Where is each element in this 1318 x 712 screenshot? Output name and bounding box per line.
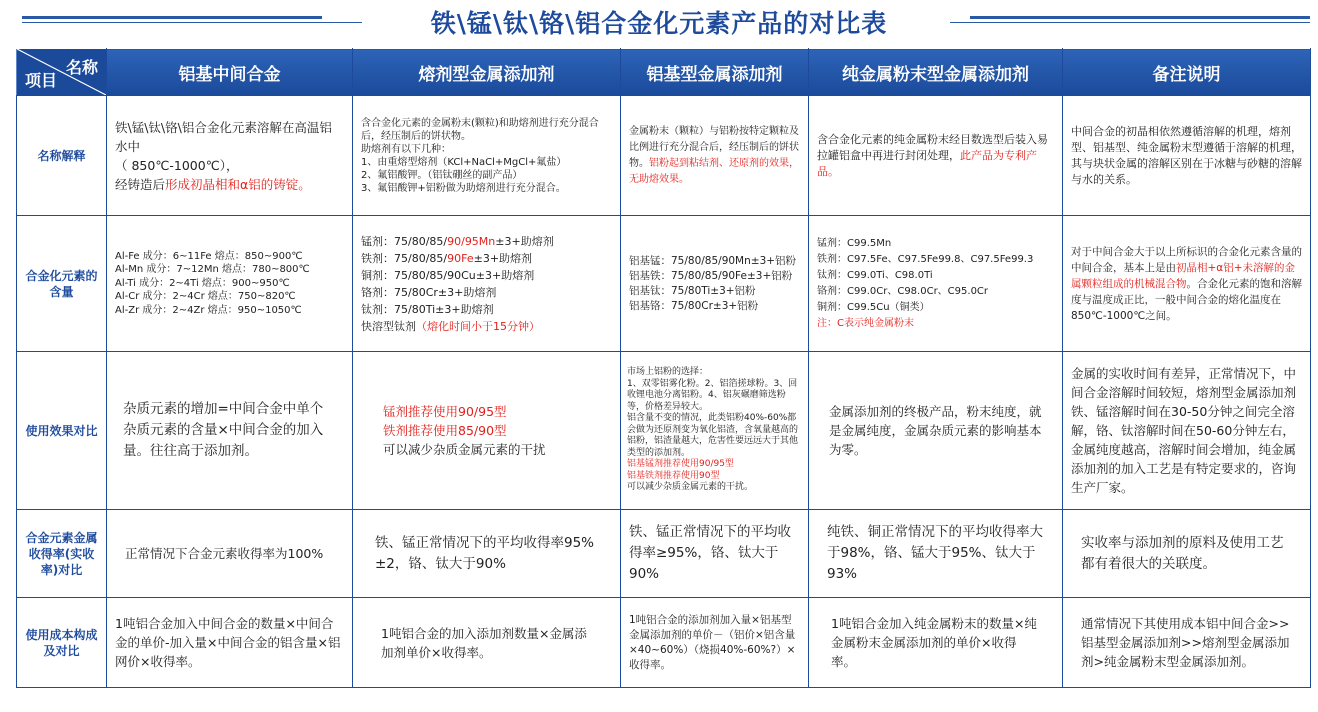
cell-pure-powder-additive bbox=[809, 216, 1063, 352]
cell-master-alloy: 1吨铝合金加入中间合金的数量×中间合金的单价-加入量×中间合金的铝含量×铝网价×收得率。 bbox=[107, 598, 353, 688]
list-item: 锰剂：C99.5Mn bbox=[817, 237, 892, 249]
list-item: 铝基铬：75/80Cr±3+铝粉 bbox=[629, 299, 759, 312]
cell-flux-additive: 1吨铝合金的加入添加剂数量×金属添加剂单价×收得率。 bbox=[353, 598, 621, 688]
row-label: 使用效果对比 bbox=[17, 352, 107, 510]
cell-flux-additive bbox=[353, 96, 621, 216]
list-item: 铝基铁：75/80/85/90Fe±3+铝粉 bbox=[629, 269, 793, 282]
highlight-text: （熔化时间小于15分钟） bbox=[416, 319, 540, 333]
text-line: （ 850℃-1000℃）， bbox=[115, 157, 239, 173]
header-row bbox=[17, 49, 1311, 96]
list-item bbox=[361, 233, 612, 250]
highlight-text: 铁剂推荐使用85/90型 bbox=[383, 423, 507, 438]
text-line: 3、氟铝酸钾+铝粉做为助熔剂进行充分混合。 bbox=[361, 182, 566, 194]
cell-master-alloy bbox=[107, 216, 353, 352]
cell-al-based-additive bbox=[621, 352, 809, 510]
corner-name-label: 名称 bbox=[65, 58, 98, 77]
text-line: 可以减少杂质金属元素的干扰。 bbox=[627, 482, 754, 493]
list-item: 铬剂：75/80Cr±3+助熔剂 bbox=[361, 285, 497, 299]
cell-remarks: 通常情况下其使用成本铝中间合金>>铝基型金属添加剂>>熔剂型金属添加剂>纯金属粉末型金属添加剂。 bbox=[1063, 598, 1311, 688]
row-label: 合金元素金属收得率(实收率)对比 bbox=[17, 510, 107, 598]
list-item: Al-Mn 成分：7~12Mn 熔点：780~800℃ bbox=[115, 264, 310, 276]
list-item: 铜剂：75/80/85/90Cu±3+助熔剂 bbox=[361, 268, 535, 282]
cell-flux-additive bbox=[353, 216, 621, 352]
list-item: 铜剂：C99.5Cu（铜类） bbox=[817, 301, 930, 313]
cell-master-alloy: 杂质元素的增加=中间合金中单个杂质元素的含量×中间合金的加入量。往往高于添加剂。 bbox=[107, 352, 353, 510]
cell-pure-powder-additive bbox=[809, 96, 1063, 216]
list-item: 钛剂：75/80Ti±3+助熔剂 bbox=[361, 302, 494, 316]
cell-pure-powder-additive: 纯铁、铜正常情况下的平均收得率大于98%，铬、锰大于95%、钛大于93% bbox=[809, 510, 1063, 598]
text-line: 可以减少杂质金属元素的干扰 bbox=[383, 442, 546, 457]
highlight-text: 铝粉起到粘结剂、还原剂的效果，无助熔效果。 bbox=[629, 157, 799, 185]
list-item bbox=[361, 250, 612, 267]
cell-remarks bbox=[1063, 216, 1311, 352]
text-line: 助熔剂有以下几种： bbox=[361, 143, 451, 155]
highlight-text: 铝基铁剂推荐使用90型 bbox=[627, 470, 720, 481]
text-line: 铝含量不变的情况，此类铝粉40%-60%都会做为还原剂变为氧化铝渣，含氧量越高的铝粉，铝渣量越大，危害性要远远大于其他类型的添加剂。 bbox=[627, 413, 799, 458]
row-label: 名称解释 bbox=[17, 96, 107, 216]
corner-header bbox=[17, 49, 107, 96]
cell-remarks: 中间合金的初晶相依然遵循溶解的机理，熔剂型、铝基型、纯金属粉末型遵循于溶解的机理，其与块状金属的溶解区别在于冰糖与砂糖的溶解与水的关系。 bbox=[1063, 96, 1311, 216]
text-line: 1、由重熔型熔剂（KCl+NaCl+MgCl+氟盐） bbox=[361, 156, 567, 168]
text-part: 铁剂：75/80/85/ bbox=[361, 251, 448, 265]
col-header-al-based-additive: 铝基型金属添加剂 bbox=[621, 49, 809, 96]
cell-pure-powder-additive: 1吨铝合金加入纯金属粉末的数量×纯金属粉末金属添加剂的单价×收得率。 bbox=[809, 598, 1063, 688]
table-row-effect bbox=[17, 352, 1311, 510]
cell-al-based-additive: 铁、锰正常情况下的平均收得率≥95%，铬、钛大于90% bbox=[621, 510, 809, 598]
cell-al-based-additive bbox=[621, 216, 809, 352]
text-part: 锰剂：75/80/85/ bbox=[361, 234, 448, 248]
text-line: 铁\锰\钛\铬\铝合金化元素溶解在高温铝水中 bbox=[115, 119, 332, 154]
highlight-text: 此产品为专利产品。 bbox=[817, 148, 1037, 178]
text-line: 市场上铝粉的选择： bbox=[627, 367, 709, 378]
text-part: 。合金化元素的饱和溶解度与温度成正比，一般中间合金的熔化温度在850℃-1000℃之间。 bbox=[1071, 277, 1302, 322]
highlight-text: 初晶相+α铝+未溶解的金属颗粒组成的机械混合物 bbox=[1071, 261, 1296, 290]
cell-al-based-additive: 1吨铝合金的添加剂加入量×铝基型金属添加剂的单价－（铝价×铝含量×40~60%）（烧损40%-60%?）×收得率。 bbox=[621, 598, 809, 688]
list-item bbox=[361, 318, 612, 335]
page-title: 铁\锰\钛\铬\铝合金化元素产品的对比表 bbox=[430, 9, 888, 38]
text-line: 金属粉末（颗粒）与铝粉按特定颗粒及比例进行充分混合后，经压制后的饼状物。 bbox=[629, 125, 799, 169]
table-row-content bbox=[17, 216, 1311, 352]
highlight-text: 90/95Mn bbox=[447, 234, 496, 248]
table-row-cost bbox=[17, 598, 1311, 688]
row-label: 合金化元素的含量 bbox=[17, 216, 107, 352]
col-header-master-alloy: 铝基中间合金 bbox=[107, 49, 353, 96]
text-line: 含合金化元素的纯金属粉末经目数选型后装入易拉罐铝盒中再进行封闭处理， bbox=[817, 132, 1048, 162]
list-item: Al-Ti 成分：2~4Ti 熔点：900~950℃ bbox=[115, 277, 290, 289]
highlight-text: 90Fe bbox=[447, 251, 474, 265]
list-item: Al-Zr 成分：2~4Zr 熔点：950~1050℃ bbox=[115, 304, 302, 316]
text-part: 快溶型钛剂 bbox=[361, 319, 416, 333]
table-row-definition bbox=[17, 96, 1311, 216]
cell-remarks: 实收率与添加剂的原料及使用工艺都有着很大的关联度。 bbox=[1063, 510, 1311, 598]
table-row-yield bbox=[17, 510, 1311, 598]
cell-remarks: 金属的实收时间有差异，正常情况下，中间合金溶解时间较短，熔剂型金属添加剂铁、锰溶解时间在30-50分钟之间完全溶解，铬、钛溶解时间在50-60分钟左右，金属纯度越高，溶解时间会增加，纯金属添加剂的加入工艺是有特定要求的，咨询生产厂家。 bbox=[1063, 352, 1311, 510]
col-header-flux-additive: 熔剂型金属添加剂 bbox=[353, 49, 621, 96]
col-header-remarks: 备注说明 bbox=[1063, 49, 1311, 96]
text-part: ±3+助熔剂 bbox=[473, 251, 533, 265]
text-part: 对于中间合金大于以上所标识的合金化元素含量的中间合金，基本上是由 bbox=[1071, 245, 1302, 274]
list-item: 铁剂：C97.5Fe、C97.5Fe99.8、C97.5Fe99.3 bbox=[817, 253, 1034, 265]
highlight-text: 形成初晶相和α铝的铸锭。 bbox=[165, 176, 311, 192]
highlight-text: 铝基锰剂推荐使用90/95型 bbox=[627, 459, 734, 470]
cell-master-alloy bbox=[107, 96, 353, 216]
cell-pure-powder-additive: 金属添加剂的终极产品，粉末纯度，就是金属纯度，金属杂质元素的影响基本为零。 bbox=[809, 352, 1063, 510]
highlight-text: 锰剂推荐使用90/95型 bbox=[383, 404, 507, 419]
list-item: 铬剂：C99.0Cr、C98.0Cr、C95.0Cr bbox=[817, 285, 989, 297]
corner-item-label: 项目 bbox=[25, 71, 58, 90]
text-line: 含合金化元素的金属粉末(颗粒)和助熔剂进行充分混合后，经压制后的饼状物。 bbox=[361, 117, 599, 142]
cell-master-alloy: 正常情况下合金元素收得率为100% bbox=[107, 510, 353, 598]
cell-flux-additive: 铁、锰正常情况下的平均收得率95%±2，铬、钛大于90% bbox=[353, 510, 621, 598]
list-item: Al-Cr 成分：2~4Cr 熔点：750~820℃ bbox=[115, 291, 296, 303]
list-item: 铝基钛：75/80Ti±3+铝粉 bbox=[629, 284, 756, 297]
cell-al-based-additive bbox=[621, 96, 809, 216]
title-bar bbox=[0, 0, 1318, 44]
comparison-table bbox=[16, 48, 1311, 688]
text-line: 1、双零铝雾化粉。2、铝箔搓球粉。3、回收锂电池分离铝粉。4、铝灰碾磨筛选粉等，价格差异较大。 bbox=[627, 378, 798, 412]
note-text: 注：C表示纯金属粉末 bbox=[817, 317, 914, 329]
row-label: 使用成本构成及对比 bbox=[17, 598, 107, 688]
list-item: 铝基锰：75/80/85/90Mn±3+铝粉 bbox=[629, 254, 797, 267]
list-item: 钛剂：C99.0Ti、C98.0Ti bbox=[817, 269, 933, 281]
text-part: ±3+助熔剂 bbox=[495, 234, 554, 248]
col-header-pure-powder-additive: 纯金属粉末型金属添加剂 bbox=[809, 49, 1063, 96]
text-line: 2、氟铝酸钾。（铝钛硼丝的副产品） bbox=[361, 169, 523, 181]
list-item: Al-Fe 成分：6~11Fe 熔点：850~900℃ bbox=[115, 250, 303, 262]
text-line: 经铸造后 bbox=[115, 176, 166, 192]
cell-flux-additive bbox=[353, 352, 621, 510]
